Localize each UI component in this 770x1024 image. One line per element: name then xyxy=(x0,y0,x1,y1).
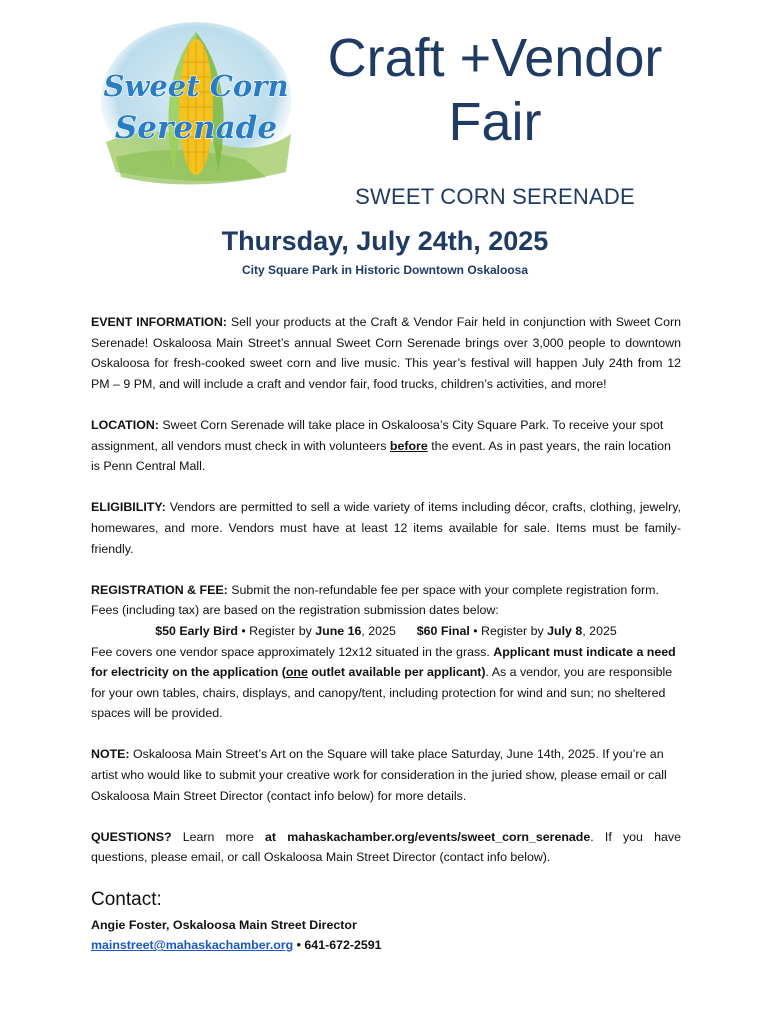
title-line-1: Craft +Vendor xyxy=(327,28,663,88)
eligibility-section xyxy=(91,497,681,559)
note-label: NOTE: xyxy=(91,747,130,762)
early-bird-year: , 2025 xyxy=(361,623,396,638)
eligibility-label: ELIGIBILITY: xyxy=(91,500,166,515)
page-title xyxy=(300,26,690,154)
registration-text-b: Fee covers one vendor space approximately 12x12 situated in the grass. xyxy=(91,644,490,659)
event-venue: City Square Park in Historic Downtown Oskaloosa xyxy=(241,263,529,277)
final-date: July 8 xyxy=(547,623,583,638)
event-information-text: Sell your products at the Craft & Vendor Fair held in conjunction with Sweet Corn Serenade! Oskaloosa Main Street’s annual Sweet Corn Serenade brings over 3,000 people to downtown Oskaloosa for fresh-cooked sweet corn and live music. This year’s festival will happen July 24th from 12 PM – 9 PM, and will include a craft and vendor fair, food trucks, children’s activities, and more! xyxy=(91,315,681,391)
location-text-a: Sweet Corn Serenade will take place in Oskaloosa’s City Square Park. To receive your spot assignment, all vendors must check in with volunteers xyxy=(91,417,664,453)
questions-label: QUESTIONS? xyxy=(91,829,172,844)
questions-section xyxy=(91,827,681,868)
registration-text-a: Submit the non-refundable fee per space with your complete registration form. Fees (including tax) are based on the registration submission dates below: xyxy=(91,582,659,618)
electricity-notice-a: Applicant must indicate a need for electricity on the application ( xyxy=(91,644,676,680)
location-text-b: the event. As in past years, the rain location is Penn Central Mall. xyxy=(91,438,671,474)
registration-label: REGISTRATION & FEE: xyxy=(91,582,228,597)
contact-name: Angie Foster, Oskaloosa Main Street Director xyxy=(91,917,357,932)
early-bird-price: $50 Early Bird xyxy=(155,623,238,638)
document-body xyxy=(91,312,681,956)
note-section xyxy=(91,744,681,806)
final-year: , 2025 xyxy=(582,623,617,638)
pricing-line xyxy=(91,621,681,642)
final-price: $60 Final xyxy=(416,623,470,638)
early-bird-register-by: • Register by xyxy=(241,623,312,638)
location-before-emphasis: before xyxy=(389,438,428,453)
title-line-2: Fair xyxy=(448,92,542,152)
location-section xyxy=(91,415,681,477)
contact-email-link[interactable]: mainstreet@mahaskachamber.org xyxy=(91,938,294,953)
contact-separator: • xyxy=(293,938,305,953)
event-information-section xyxy=(91,312,681,394)
contact-heading: Contact: xyxy=(91,889,162,911)
event-subtitle: SWEET CORN SERENADE xyxy=(355,184,635,209)
contact-phone: 641-672-2591 xyxy=(304,938,382,953)
location-label: LOCATION: xyxy=(91,417,159,432)
logo-text-line2: Serenade xyxy=(114,110,278,146)
electricity-notice-one: one xyxy=(285,665,308,680)
event-information-label: EVENT INFORMATION: xyxy=(91,315,227,329)
sweet-corn-serenade-logo xyxy=(96,22,296,192)
questions-text-a: Learn more xyxy=(182,829,254,844)
electricity-notice-b: outlet available per applicant) xyxy=(311,665,486,680)
event-date: Thursday, July 24th, 2025 xyxy=(221,226,549,256)
note-text: Oskaloosa Main Street’s Art on the Square will take place Saturday, June 14th, 2025. If you’re an artist who would like to submit your creative work for consideration in the juried show, please email or call Oskaloosa Main Street Director (contact info below) for more details. xyxy=(91,747,667,803)
logo-graphic xyxy=(96,22,296,192)
registration-text-c: . As a vendor, you are responsible for your own tables, chairs, displays, and canopy/tent, including protection for wind and sun; no sheltered spaces will be provided. xyxy=(91,665,673,721)
logo-text-line1: Sweet Corn xyxy=(103,69,289,103)
final-register-by: • Register by xyxy=(473,623,544,638)
registration-section xyxy=(91,580,681,724)
eligibility-text: Vendors are permitted to sell a wide variety of items including décor, crafts, clothing, jewelry, homewares, and more. Vendors must have at least 12 items available for sale. Items must be family-friendly. xyxy=(91,500,681,556)
questions-website-link[interactable]: at mahaskachamber.org/events/sweet_corn_serenade xyxy=(265,829,591,844)
early-bird-date: June 16 xyxy=(315,623,362,638)
questions-text-b: . If you have questions, please email, or call Oskaloosa Main Street Director (contact info below). xyxy=(91,829,681,865)
contact-details xyxy=(91,935,681,956)
